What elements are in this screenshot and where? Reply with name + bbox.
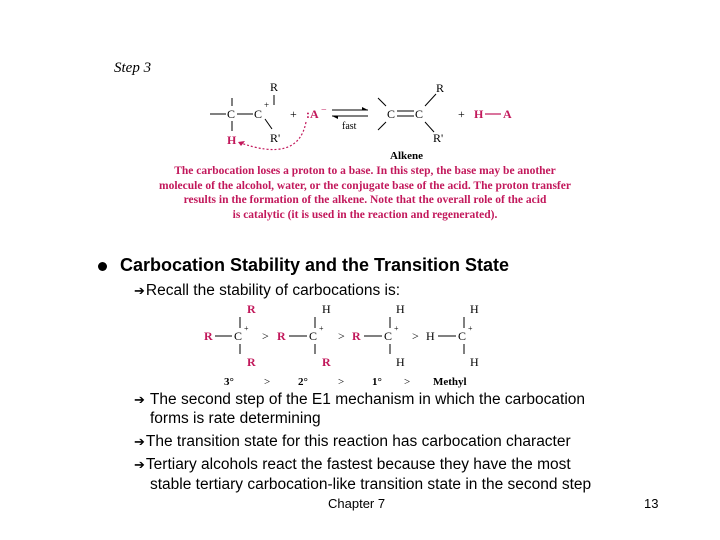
carbon-atom: C [384,329,393,343]
greater-than: > [338,376,345,388]
plus-sign: + [290,107,297,121]
arrow-head-icon [362,107,368,110]
recall-label: Recall the stability of carbocations is: [145,282,401,299]
point-text-continuation: forms is rate determining [150,410,321,427]
carbon-atom: C [415,107,424,121]
alkene-label: Alkene [390,150,423,162]
charge-plus: + [394,324,399,333]
reaction-scheme [200,76,530,164]
base-species: :A [306,107,319,121]
chapter-label: Chapter 7 [328,496,386,511]
point-text: The transition state for this reaction has carbocation character [145,433,571,450]
h-atom: H [470,355,479,369]
greater-than: > [338,329,345,343]
h-atom: H [396,355,405,369]
degree-label: 2° [298,376,308,388]
bond-line [378,98,386,106]
degree-label: 1° [372,376,382,388]
r-group: R [247,355,256,369]
h-atom: H [426,329,435,343]
caption-line: The carbocation loses a proton to a base. In this step, the base may be another [174,165,556,177]
point-transition-state [134,433,571,451]
r-group: R [247,302,256,316]
caption-line: molecule of the alcohol, water, or the conjugate base of the acid. The proton transfer [159,179,571,192]
greater-than: > [264,376,271,388]
carbon-atom: C [458,329,467,343]
r-group: R [352,329,361,343]
r-group: R [204,329,213,343]
r-group: R [277,329,286,343]
recall-text [134,282,400,300]
base-charge: − [321,105,327,116]
charge-plus: + [468,324,473,333]
bond-line [425,94,436,106]
charge-plus: + [319,324,324,333]
step-label: Step 3 [114,60,152,76]
proton-atom: H [474,107,484,121]
h-atom: H [396,302,405,316]
caption-line: is catalytic (it is used in the reaction and regenerated). [232,208,498,221]
bullet-icon [98,262,107,271]
point-text: Tertiary alcohols react the fastest because they have the most [145,456,571,473]
caption-line: results in the formation of the alkene. Note that the overall role of the acid [183,194,547,206]
bond-line [265,119,272,129]
r-substituent: R [270,80,279,94]
arrow-bullet-icon: ➔ [134,283,145,298]
point-text: The second step of the E1 mechanism in which the carbocation [145,391,586,408]
point-tertiary-alcohols [134,456,571,474]
r-prime-substituent: R' [270,131,281,145]
arrow-head-icon [332,116,338,119]
arrow-bullet-icon: ➔ [134,434,145,449]
point-rate-determining [134,391,585,409]
r-group: R [322,355,331,369]
plus-sign: + [458,107,465,121]
reaction-condition: fast [342,121,357,132]
figure-caption [130,164,600,222]
charge-plus: + [264,100,270,110]
point-text-continuation: stable tertiary carbocation-like transition state in the second step [150,476,592,493]
r-substituent: R [436,81,445,95]
page-number: 13 [644,496,659,511]
carbon-atom: C [227,107,236,121]
arrow-bullet-icon: ➔ [134,457,145,472]
h-atom: H [470,302,479,316]
carbon-atom: C [234,329,243,343]
section-heading: Carbocation Stability and the Transition State [120,255,510,275]
acid-atom: A [503,107,512,121]
carbon-atom: C [387,107,396,121]
stability-diagram [200,300,490,390]
greater-than: > [412,329,419,343]
proton-atom: H [227,133,237,147]
greater-than: > [262,329,269,343]
r-prime-substituent: R' [433,131,444,145]
arrow-bullet-icon: ➔ [134,392,145,407]
bond-line [378,122,386,130]
degree-label: 3° [224,376,234,388]
degree-label: Methyl [433,376,467,388]
carbon-atom: C [254,107,263,121]
h-atom: H [322,302,331,316]
greater-than: > [404,376,411,388]
carbon-atom: C [309,329,318,343]
charge-plus: + [244,324,249,333]
